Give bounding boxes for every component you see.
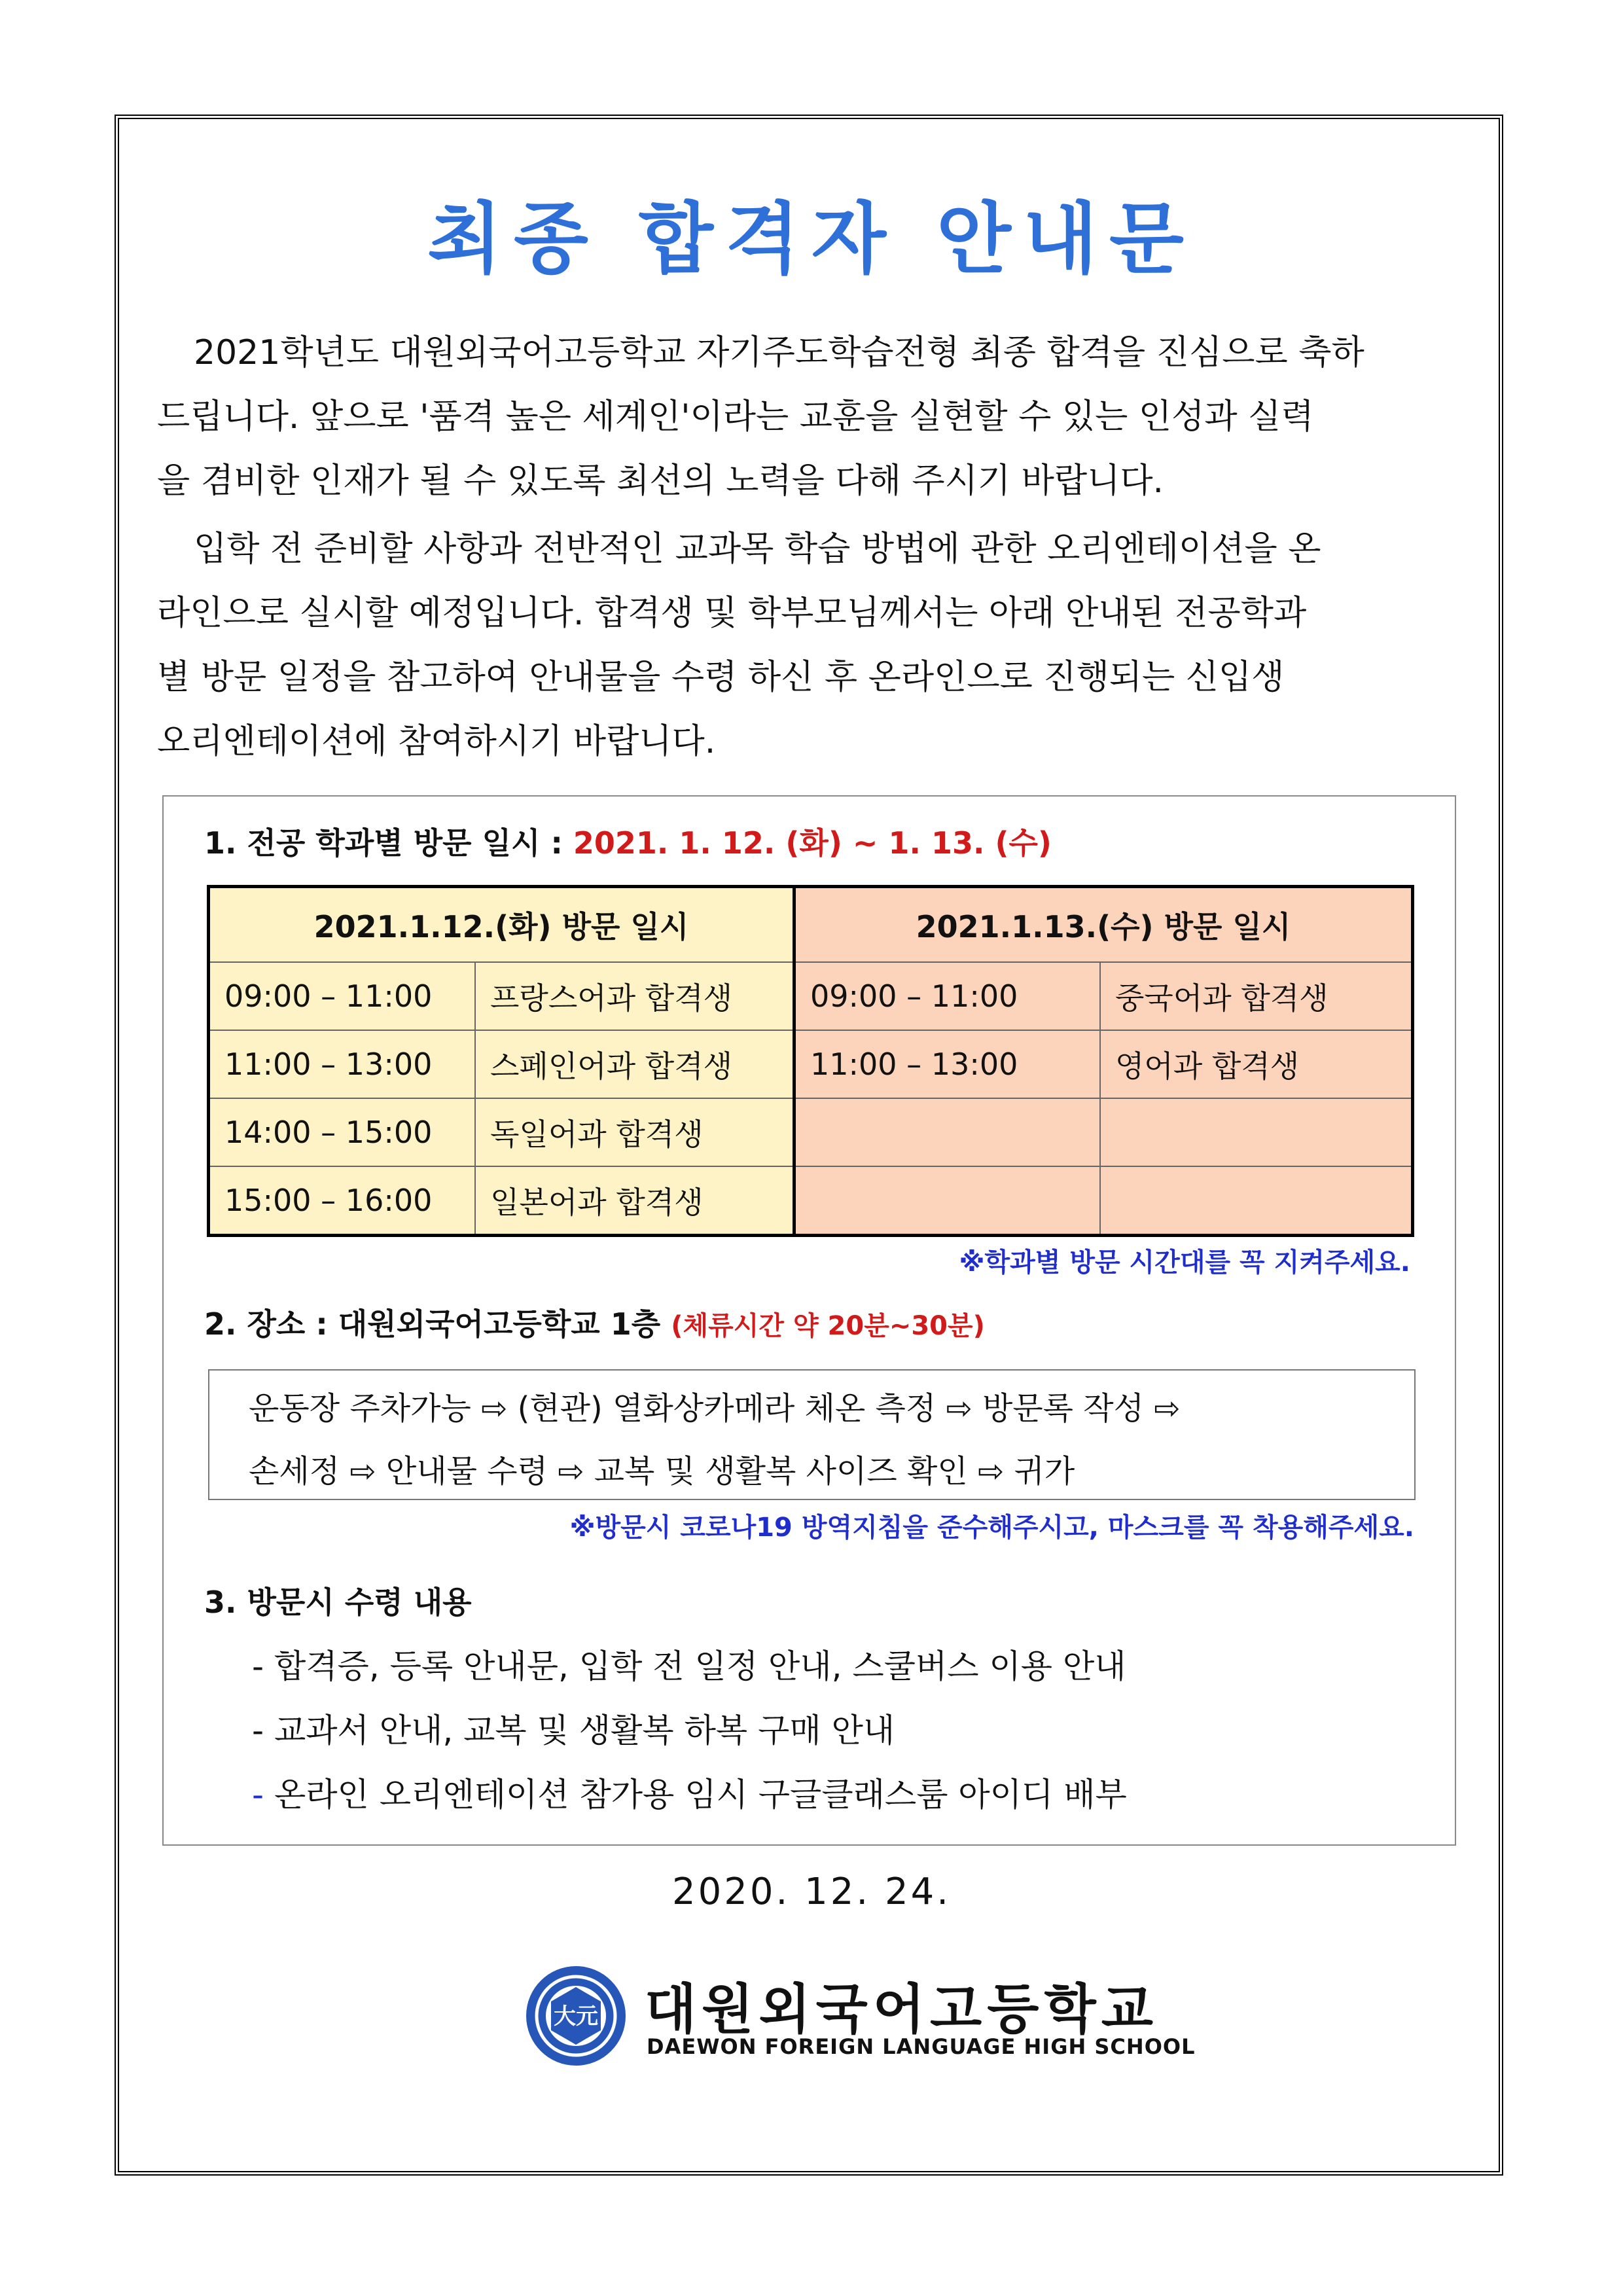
table-header-row [209,887,1413,963]
school-logo [524,1964,1196,2075]
day1-time: 09:00 – 11:00 [209,962,476,1030]
school-name-english: DAEWON FOREIGN LANGUAGE HIGH SCHOOL [647,2034,1196,2059]
intro-line: 입학 전 준비할 사항과 전반적인 교과목 학습 방법에 관한 오리엔테이션을 온 [194,529,1321,569]
list-item-text: 온라인 오리엔테이션 참가용 임시 구글클래스룸 아이디 배부 [274,1776,1127,1814]
table-row [209,1166,1413,1236]
day1-dept: 프랑스어과 합격생 [475,962,794,1030]
document-date: 2020. 12. 24. [671,1871,952,1913]
list-item: - 교과서 안내, 교복 및 생활복 하복 구매 안내 [252,1712,895,1749]
table-row [209,1098,1413,1166]
day2-time [794,1098,1101,1166]
day1-dept: 독일어과 합격생 [475,1098,794,1166]
school-emblem-icon [524,1964,628,2068]
visit-flow-box [208,1369,1416,1500]
day2-header: 2021.1.13.(수) 방문 일시 [794,887,1413,963]
day1-dept: 일본어과 합격생 [475,1166,794,1236]
day2-dept [1100,1098,1413,1166]
section-1-heading [204,819,1052,863]
intro-line: 오리엔테이션에 참여하시기 바랍니다. [157,722,716,761]
list-item: - 온라인 오리엔테이션 참가용 임시 구글클래스룸 아이디 배부 [252,1776,1127,1814]
day2-dept [1100,1166,1413,1236]
day2-time: 11:00 – 13:00 [794,1030,1101,1098]
receipt-items-list [252,1634,1127,1827]
section-2-label: 2. 장소 : 대원외국어고등학교 1층 [204,1306,671,1342]
day1-time: 11:00 – 13:00 [209,1030,476,1098]
day2-time: 09:00 – 11:00 [794,962,1101,1030]
day1-header: 2021.1.12.(화) 방문 일시 [209,887,794,963]
flow-line: 손세정 ⇨ 안내물 수령 ⇨ 교복 및 생활복 사이즈 확인 ⇨ 귀가 [249,1453,1075,1490]
intro-paragraph-1 [157,321,1466,513]
covid-note: ※방문시 코로나19 방역지침을 준수해주시고, 마스크를 꼭 착용해주세요. [569,1513,1414,1543]
intro-line: 라인으로 실시할 예정입니다. 합격생 및 학부모님께서는 아래 안내된 전공학과 [157,594,1307,633]
school-name-korean: 대원외국어고등학교 [645,1979,1158,2041]
section-2-heading [204,1300,985,1344]
intro-line: 드립니다. 앞으로 '품격 높은 세계인'이라는 교훈을 실현할 수 있는 인성과 실력 [157,397,1314,437]
table-row [209,1030,1413,1098]
section-1-label: 1. 전공 학과별 방문 일시 : [204,825,573,861]
day2-dept: 영어과 합격생 [1100,1030,1413,1098]
intro-line: 을 겸비한 인재가 될 수 있도록 최선의 노력을 다해 주시기 바랍니다. [157,461,1164,501]
visit-dates: 2021. 1. 12. (화) ~ 1. 13. (수) [573,825,1052,861]
intro-line: 별 방문 일정을 참고하여 안내물을 수령 하신 후 온라인으로 진행되는 신입생 [157,658,1285,697]
intro-line: 2021학년도 대원외국어고등학교 자기주도학습전형 최종 합격을 진심으로 축하 [194,333,1364,372]
intro-paragraph-2 [157,517,1466,774]
list-item-text: 교과서 안내, 교복 및 생활복 하복 구매 안내 [274,1712,895,1749]
emblem-text: 大元 [554,2003,598,2030]
info-box [162,795,1456,1846]
flow-line: 운동장 주차가능 ⇨ (현관) 열화상카메라 체온 측정 ⇨ 방문록 작성 ⇨ [249,1390,1181,1427]
schedule-note: ※학과별 방문 시간대를 꼭 지켜주세요. [959,1247,1410,1278]
list-item-text: 합격증, 등록 안내문, 입학 전 일정 안내, 스쿨버스 이용 안내 [274,1647,1126,1685]
day1-time: 15:00 – 16:00 [209,1166,476,1236]
list-item: - 합격증, 등록 안내문, 입학 전 일정 안내, 스쿨버스 이용 안내 [252,1647,1126,1685]
visit-schedule-table [207,885,1414,1237]
day1-dept: 스페인어과 합격생 [475,1030,794,1098]
day2-dept: 중국어과 합격생 [1100,962,1413,1030]
section-3-heading: 3. 방문시 수령 내용 [204,1585,472,1620]
page-title: 최종 합격자 안내문 [427,194,1196,284]
stay-duration: (체류시간 약 20분~30분) [671,1311,985,1341]
table-row [209,962,1413,1030]
day2-time [794,1166,1101,1236]
day1-time: 14:00 – 15:00 [209,1098,476,1166]
